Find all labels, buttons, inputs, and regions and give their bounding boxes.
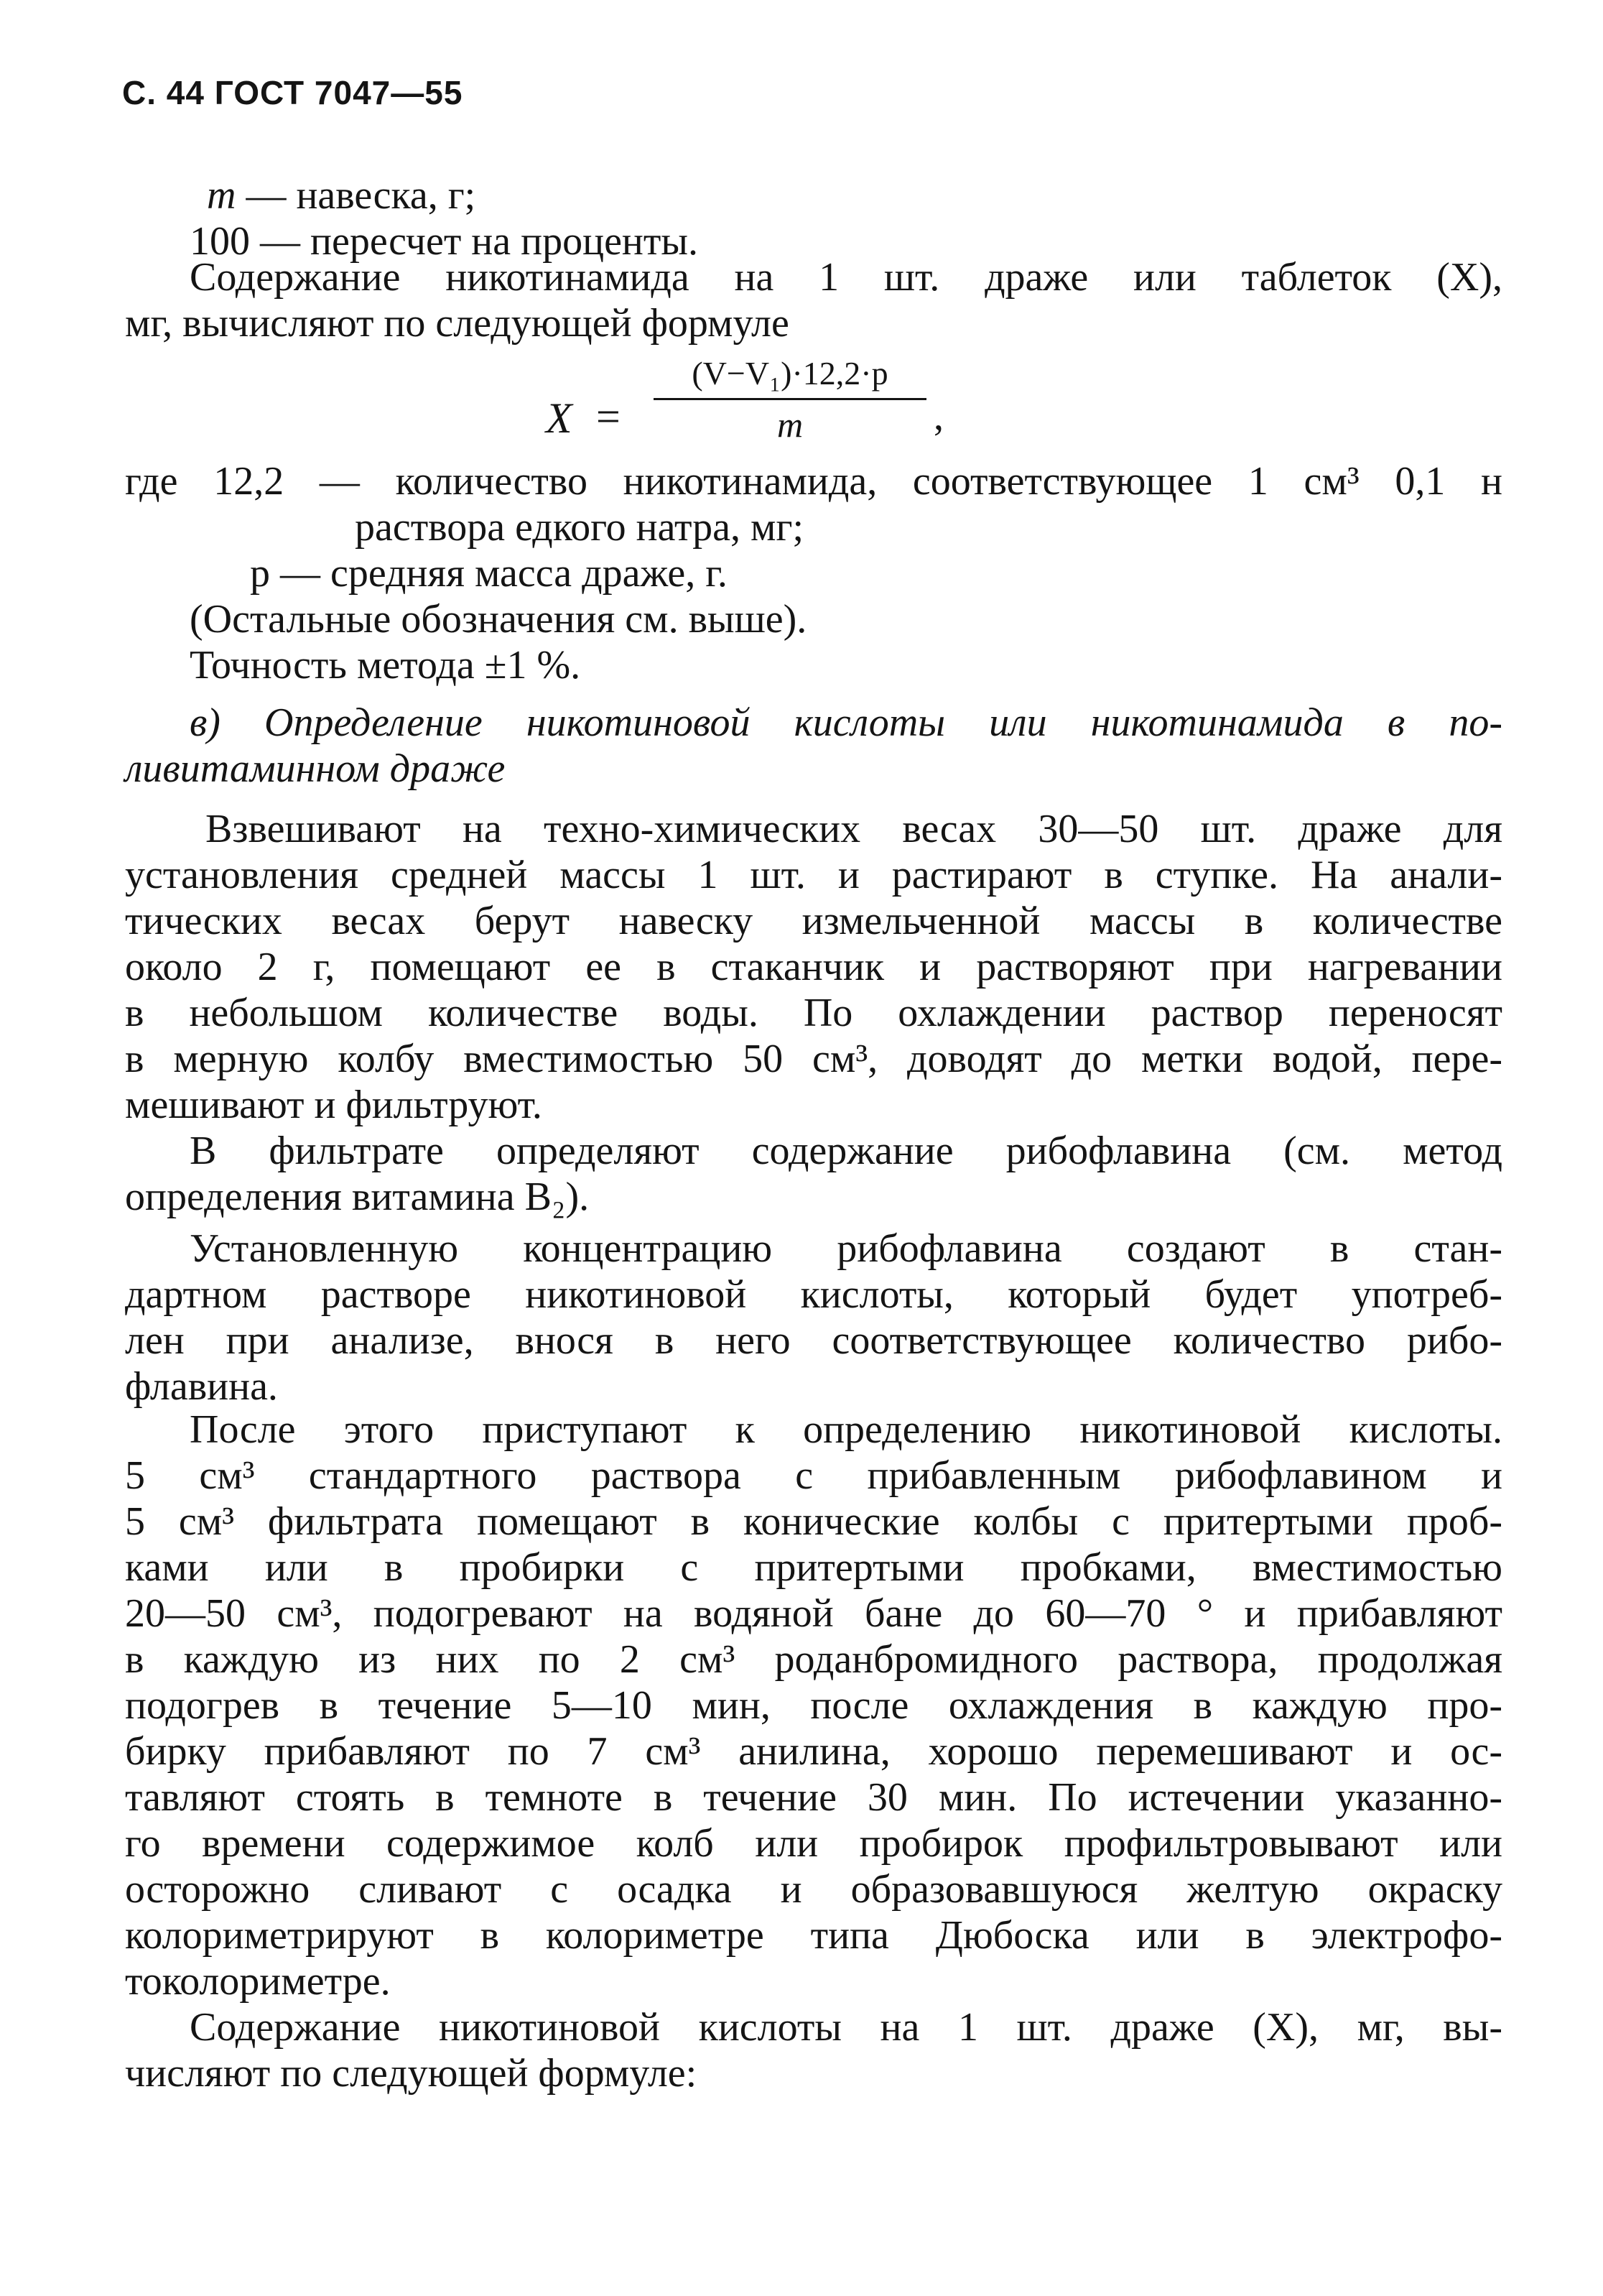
text-line: мешивают и фильтруют. (125, 1083, 542, 1127)
text-line: в) Определение никотиновой кислоты или никотинамида в по- (190, 700, 1502, 745)
text-line: подогрев в течение 5—10 мин, после охлаждения в каждую про- (125, 1683, 1502, 1728)
definitions-top (125, 172, 1502, 264)
text-line: тавляют стоять в темноте в течение 30 мин. По истечении указанно- (125, 1775, 1502, 1820)
text-line: 5 см³ фильтрата помещают в конические колбы с притертыми проб- (125, 1499, 1502, 1544)
text-line: ками или в пробирки с притертыми пробками, вместимостью (125, 1545, 1502, 1590)
text-line: Взвешивают на техно-химических весах 30—50 шт. драже для (205, 807, 1502, 851)
text-line: го времени содержимое колб или пробирок профильтровывают или (125, 1821, 1502, 1866)
paragraph-1 (125, 806, 1502, 1128)
def-100: 100 — пересчет на проценты. (190, 219, 698, 264)
paragraph-4 (125, 1407, 1502, 2004)
text-line: Содержание никотинамида на 1 шт. драже или таблеток (X), (190, 255, 1502, 300)
section-title (125, 700, 1502, 792)
text-line: раствора едкого натра, мг; (355, 505, 804, 550)
text-line: Точность метода ±1 %. (190, 643, 581, 688)
text-line: дартном растворе никотиновой кислоты, который будет употреб- (125, 1272, 1502, 1317)
text-line: 5 см³ стандартного раствора с прибавленным рибофлавином и (125, 1453, 1502, 1498)
text-line: Установленную концентрацию рибофлавина создают в стан- (190, 1226, 1502, 1271)
text-line: флавина. (125, 1364, 278, 1409)
text-line: Содержание никотиновой кислоты на 1 шт. драже (X), мг, вы- (190, 2005, 1502, 2050)
text-line: в мерную колбу вместимостью 50 см³, доводят до метки водой, пере- (125, 1037, 1502, 1081)
fraction-bar (654, 398, 926, 400)
text-line: В фильтрате определяют содержание рибофлавина (см. метод (190, 1129, 1502, 1173)
text-line: в небольшом количестве воды. По охлаждении раствор переносят (125, 991, 1502, 1035)
formula-numerator: (V−V₁)·12,2·p (692, 355, 888, 392)
paragraph-3 (125, 1226, 1502, 1409)
formula-fraction (654, 352, 926, 446)
text-line: 20—50 см³, подогревают на водяной бане до 60—70 ° и прибавляют (125, 1591, 1502, 1636)
formula-tail: , (934, 394, 944, 439)
intro-paragraph (125, 254, 1502, 346)
text-line: колориметрируют в колориметре типа Дюбоска или в электрофо- (125, 1913, 1502, 1958)
text-line: мг, вычисляют по следующей формуле (125, 301, 789, 346)
text-line: бирку прибавляют по 7 см³ анилина, хорошо перемешивают и ос- (125, 1729, 1502, 1774)
text-line: осторожно сливают с осадка и образовавшуюся желтую окраску (125, 1867, 1502, 1912)
text-line: определения витамина B₂). (125, 1175, 590, 1219)
paragraph-5 (125, 2004, 1502, 2096)
text-line: установления средней массы 1 шт. и растирают в ступке. На анали- (125, 853, 1502, 897)
text-line: После этого приступают к определению никотиновой кислоты. (190, 1407, 1502, 1452)
text-line: около 2 г, помещают ее в стаканчик и растворяют при нагревании (125, 945, 1502, 989)
page-header: С. 44 ГОСТ 7047—55 (122, 74, 463, 111)
where-block (125, 458, 1502, 688)
def-m: m — навеска, г; (207, 173, 476, 218)
text-line: p — средняя масса драже, г. (250, 551, 728, 596)
text-line: тических весах берут навеску измельченной массы в количестве (125, 899, 1502, 943)
text-line: где 12,2 — количество никотинамида, соответствующее 1 см³ 0,1 н (125, 459, 1502, 504)
text-line: (Остальные обозначения см. выше). (190, 597, 807, 642)
text-line: ливитаминном драже (125, 746, 506, 791)
text-line: числяют по следующей формуле: (125, 2051, 697, 2096)
text-line: в каждую из них по 2 см³ роданбромидного раствора, продолжая (125, 1637, 1502, 1682)
formula-denominator: m (776, 404, 804, 445)
paragraph-2 (125, 1128, 1502, 1220)
text-line: токолориметре. (125, 1959, 391, 2004)
formula-equals: = (596, 393, 621, 440)
text-line: лен при анализе, внося в него соответствующее количество рибо- (125, 1318, 1502, 1363)
formula-lhs: X (546, 394, 572, 442)
